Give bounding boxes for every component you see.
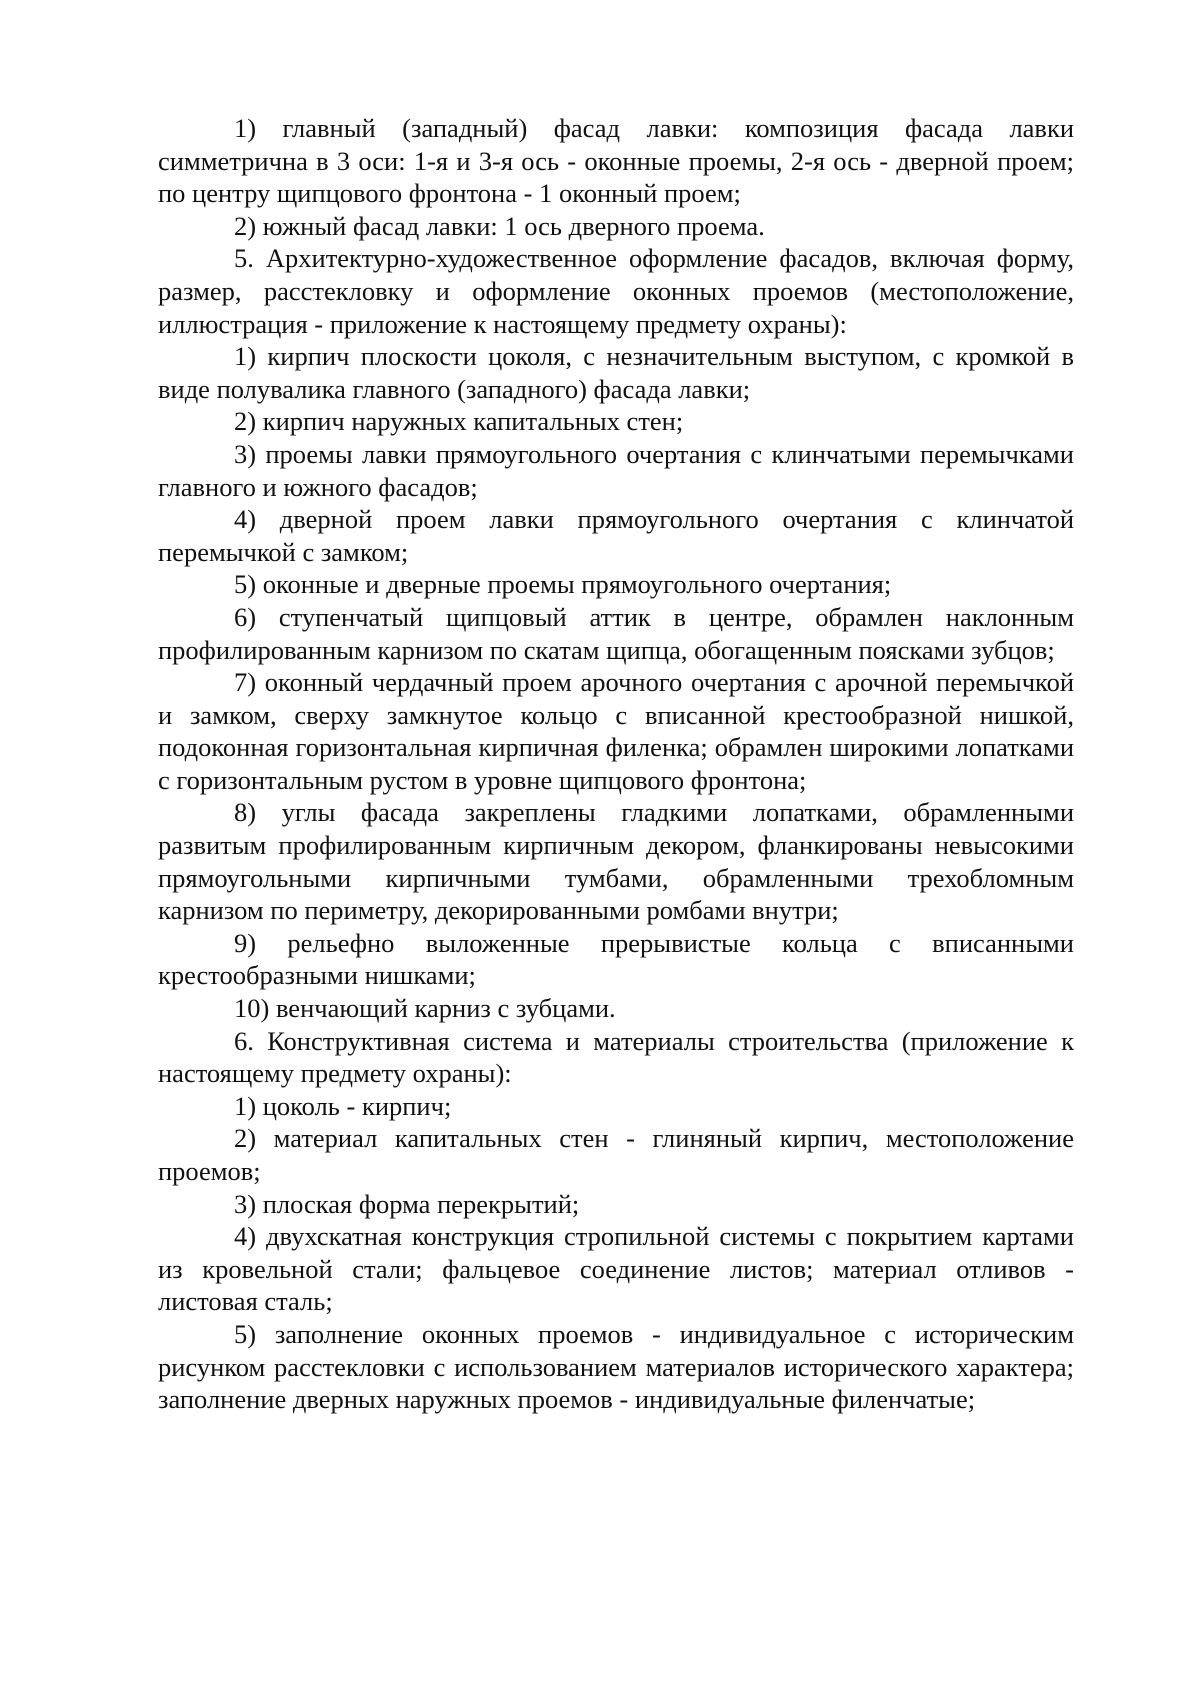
paragraph-item-fillings: 5) заполнение оконных проемов - индивидуальное с историческим рисунком расстекловки с использованием материалов исторического характера; заполнение дверных наружных проемов - индивидуальные филенчатые; bbox=[158, 1318, 1074, 1415]
paragraph-item-wall-brick: 2) кирпич наружных капитальных стен; bbox=[234, 406, 684, 437]
paragraph-item-facade-corners: 8) углы фасада закреплены гладкими лопатками, обрамленными развитым профилированным кирпичным декором, фланкированы невысокими прямоугольными кирпичными тумбами, обрамленными трехобломным карнизом по периметру, декорированными ромбами внутри; bbox=[158, 797, 1074, 926]
paragraph-item-plinth-brick: 1) кирпич плоскости цоколя, с незначительным выступом, с кромкой в виде полувалика главного (западного) фасада лавки; bbox=[158, 341, 1074, 404]
paragraph-item-openings: 3) проемы лавки прямоугольного очертания с клинчатыми перемычками главного и южного фасадов; bbox=[158, 438, 1074, 502]
paragraph-item-window-door-openings: 5) оконные и дверные проемы прямоугольного очертания; bbox=[234, 569, 892, 600]
paragraph-item-plinth: 1) цоколь - кирпич; bbox=[234, 1090, 452, 1121]
paragraph-item-attic: 6) ступенчатый щипцовый аттик в центре, обрамлен наклонным профилированным карнизом по скатам щипца, обогащенным поясками зубцов; bbox=[158, 601, 1074, 665]
paragraph-section-6-heading: 6. Конструктивная система и материалы строительства (приложение к настоящему предмету охраны): bbox=[158, 1025, 1074, 1089]
paragraph-item-dormer-window: 7) оконный чердачный проем арочного очертания с арочной перемычкой и замком, сверху замкнутое кольцо с вписанной крестообразной нишкой, подоконная горизонтальная кирпичная филенка; обрамлен широкими лопатками с горизонтальным рустом в уровне щипцового фронтона; bbox=[158, 667, 1074, 795]
paragraph-facade-south: 2) южный фасад лавки: 1 ось дверного проема. bbox=[234, 210, 765, 241]
paragraph-item-cornice: 10) венчающий карниз с зубцами. bbox=[234, 993, 616, 1024]
paragraph-facade-main: 1) главный (западный) фасад лавки: композиция фасада лавки симметрична в 3 оси: 1-я и 3-я ось - оконные проемы, 2-я ось - дверной проем; по центру щипцового фронтона - 1 оконный проем; bbox=[158, 113, 1074, 209]
paragraph-item-rings: 9) рельефно выложенные прерывистые кольца с вписанными крестообразными нишками; bbox=[158, 927, 1074, 991]
paragraph-item-wall-material: 2) материал капитальных стен - глиняный кирпич, местоположение проемов; bbox=[158, 1123, 1074, 1186]
paragraph-item-door-opening: 4) дверной проем лавки прямоугольного очертания с клинчатой перемычкой с замком; bbox=[158, 504, 1074, 567]
paragraph-item-roof: 4) двухскатная конструкция стропильной системы с покрытием картами из кровельной стали; фальцевое соединение листов; материал отливов - листовая сталь; bbox=[158, 1221, 1074, 1317]
paragraph-section-5-heading: 5. Архитектурно-художественное оформление фасадов, включая форму, размер, расстекловку и оформление оконных проемов (местоположение, иллюстрация - приложение к настоящему предмету охраны): bbox=[158, 243, 1074, 339]
document-page bbox=[158, 112, 1074, 1416]
paragraph-item-floors: 3) плоская форма перекрытий; bbox=[234, 1188, 580, 1219]
